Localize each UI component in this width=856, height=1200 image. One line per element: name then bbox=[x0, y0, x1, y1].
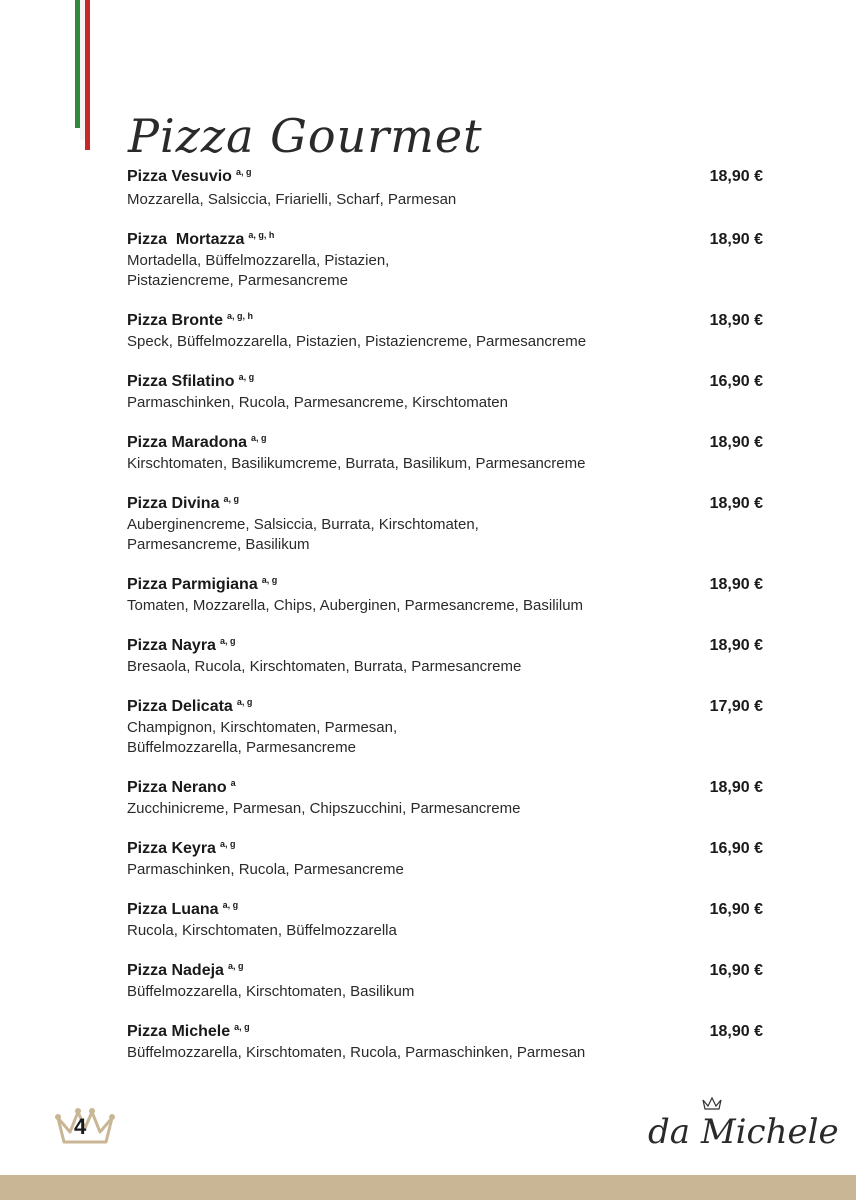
menu-item-allergens: a, g bbox=[251, 432, 267, 443]
menu-item-description: Zucchinicreme, Parmesan, Chipszucchini, Parmesancreme bbox=[127, 800, 521, 817]
menu-item-name bbox=[127, 838, 235, 860]
menu-item-allergens: a, g bbox=[219, 838, 236, 849]
footer-bar bbox=[0, 1175, 856, 1200]
menu-item-name-text: Pizza Michele bbox=[127, 1023, 231, 1040]
menu-item-allergens: a, g bbox=[236, 696, 253, 707]
menu-item-allergens: a, g bbox=[238, 371, 255, 382]
menu-item-name-text: Pizza Luana bbox=[127, 901, 219, 918]
menu-item-name bbox=[127, 960, 243, 982]
menu-item-name-text: Pizza Nerano bbox=[127, 779, 227, 796]
menu-item-name-text: Pizza Nadeja bbox=[127, 962, 224, 979]
page-title: Pizza Gourmet bbox=[128, 108, 483, 163]
menu-item-name bbox=[127, 432, 267, 454]
menu-item bbox=[127, 371, 763, 413]
menu-item-header bbox=[127, 432, 763, 454]
menu-item-price: 18,90 € bbox=[709, 312, 763, 329]
menu-item-name bbox=[127, 777, 236, 799]
menu-item-allergens: a, g, h bbox=[248, 229, 275, 240]
menu-item-name bbox=[127, 166, 251, 188]
menu-item-name bbox=[127, 229, 274, 251]
menu-item-price: 17,90 € bbox=[709, 698, 763, 715]
menu-item bbox=[127, 493, 763, 555]
menu-item-description: Kirschtomaten, Basilikumcreme, Burrata, Basilikum, Parmesancreme bbox=[127, 455, 586, 472]
menu-item-description: Büffelmozzarella, Kirschtomaten, Basilikum bbox=[127, 983, 415, 1000]
menu-item-header bbox=[127, 493, 763, 515]
menu-item-header bbox=[127, 1021, 763, 1043]
menu-item-allergens: a, g bbox=[219, 635, 236, 646]
menu-item-name bbox=[127, 899, 238, 921]
menu-item-name bbox=[127, 1021, 250, 1043]
menu-item-header bbox=[127, 166, 763, 188]
menu-item-price: 18,90 € bbox=[709, 168, 763, 185]
menu-item-allergens: a, g bbox=[223, 493, 239, 504]
menu-item-description: Büffelmozzarella, Kirschtomaten, Rucola, Parmaschinken, Parmesan bbox=[127, 1044, 586, 1061]
menu-item-description: Bresaola, Rucola, Kirschtomaten, Burrata, Parmesancreme bbox=[127, 658, 522, 675]
menu-item-header bbox=[127, 899, 763, 921]
menu-list bbox=[127, 166, 763, 1063]
menu-item-description: Rucola, Kirschtomaten, Büffelmozzarella bbox=[127, 922, 397, 939]
menu-item-name-text: Pizza Divina bbox=[127, 495, 220, 512]
menu-item-description: Parmaschinken, Rucola, Parmesancreme, Kirschtomaten bbox=[127, 394, 508, 411]
menu-item-description: Champignon, Kirschtomaten, Parmesan, Büffelmozzarella, Parmesancreme bbox=[127, 719, 398, 756]
menu-item-price: 18,90 € bbox=[709, 779, 763, 796]
menu-item-name-text: Pizza Parmigiana bbox=[127, 576, 258, 593]
menu-item-price: 16,90 € bbox=[709, 373, 763, 390]
menu-item-price: 16,90 € bbox=[709, 901, 763, 918]
menu-item-name-text: Pizza Keyra bbox=[127, 840, 216, 857]
menu-item-header bbox=[127, 310, 763, 332]
menu-item-description: Speck, Büffelmozzarella, Pistazien, Pistaziencreme, Parmesancreme bbox=[127, 333, 587, 350]
menu-item bbox=[127, 229, 763, 291]
menu-item bbox=[127, 696, 763, 758]
brand-logo-text: da Michele bbox=[648, 1112, 839, 1152]
menu-item bbox=[127, 1021, 763, 1063]
menu-item-allergens: a, g, h bbox=[227, 310, 254, 321]
menu-item-description: Auberginencreme, Salsiccia, Burrata, Kirschtomaten, Parmesancreme, Basilikum bbox=[127, 516, 479, 553]
menu-item-price: 18,90 € bbox=[709, 576, 763, 593]
menu-item-name bbox=[127, 574, 277, 596]
menu-item-header bbox=[127, 777, 763, 799]
menu-item-allergens: a bbox=[230, 777, 236, 788]
menu-item-header bbox=[127, 229, 763, 251]
menu-item-allergens: a, g bbox=[222, 899, 239, 910]
menu-item-price: 18,90 € bbox=[709, 231, 763, 248]
menu-item-name-text: Pizza Bronte bbox=[127, 312, 224, 329]
menu-item-name-text: Pizza Nayra bbox=[127, 637, 216, 654]
menu-item-price: 18,90 € bbox=[709, 495, 763, 512]
menu-item-header bbox=[127, 838, 763, 860]
menu-item bbox=[127, 574, 763, 616]
menu-item-description: Mortadella, Büffelmozzarella, Pistazien, Pistaziencreme, Parmesancreme bbox=[127, 252, 390, 289]
menu-item bbox=[127, 310, 763, 352]
menu-item-allergens: a, g bbox=[227, 960, 244, 971]
menu-item-name-text: Pizza Mortazza bbox=[127, 231, 245, 248]
menu-item-price: 18,90 € bbox=[709, 434, 763, 451]
menu-item-name bbox=[127, 310, 253, 332]
menu-item-header bbox=[127, 574, 763, 596]
menu-item-header bbox=[127, 635, 763, 657]
flag-stripe-red bbox=[85, 0, 90, 150]
menu-item-header bbox=[127, 371, 763, 393]
menu-item-name bbox=[127, 696, 252, 718]
menu-item-name bbox=[127, 635, 235, 657]
menu-item-name bbox=[127, 371, 254, 393]
menu-item-price: 16,90 € bbox=[709, 840, 763, 857]
menu-item-header bbox=[127, 696, 763, 718]
menu-item-name-text: Pizza Delicata bbox=[127, 698, 233, 715]
menu-item-allergens: a, g bbox=[234, 1021, 250, 1032]
menu-item-price: 18,90 € bbox=[709, 637, 763, 654]
menu-item-name-text: Pizza Sfilatino bbox=[127, 373, 235, 390]
menu-item bbox=[127, 899, 763, 941]
menu-item-price: 18,90 € bbox=[709, 1023, 763, 1040]
menu-item-name-text: Pizza Vesuvio bbox=[127, 168, 232, 185]
menu-item bbox=[127, 777, 763, 819]
menu-item bbox=[127, 166, 763, 210]
menu-item-header bbox=[127, 960, 763, 982]
brand-crown-icon bbox=[702, 1096, 722, 1110]
menu-item bbox=[127, 838, 763, 880]
menu-item bbox=[127, 432, 763, 474]
menu-item-price: 16,90 € bbox=[709, 962, 763, 979]
menu-item-description: Tomaten, Mozzarella, Chips, Auberginen, Parmesancreme, Basililum bbox=[127, 597, 584, 614]
page-number: 4 bbox=[74, 1114, 87, 1139]
menu-item bbox=[127, 635, 763, 677]
menu-item-allergens: a, g bbox=[235, 166, 252, 177]
menu-item-name-text: Pizza Maradona bbox=[127, 434, 248, 451]
menu-item bbox=[127, 960, 763, 1002]
menu-item-description: Parmaschinken, Rucola, Parmesancreme bbox=[127, 861, 404, 878]
menu-item-allergens: a, g bbox=[261, 574, 278, 585]
menu-item-description: Mozzarella, Salsiccia, Friarielli, Scharf, Parmesan bbox=[127, 191, 457, 208]
menu-item-name bbox=[127, 493, 239, 515]
